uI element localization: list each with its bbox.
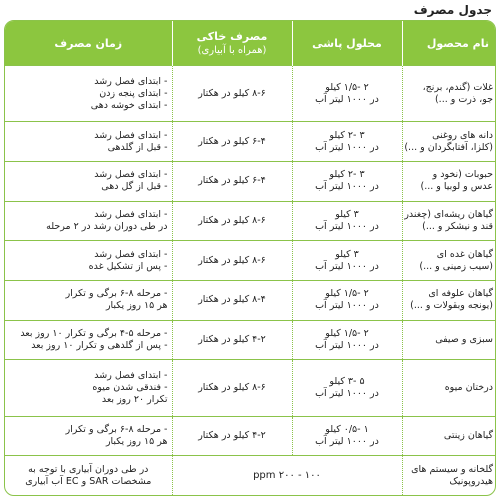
concentration-cell: ۱۰۰ - ۲۰۰ ppm bbox=[172, 456, 402, 495]
time-cell bbox=[5, 161, 172, 201]
time-cell bbox=[5, 456, 172, 495]
solution-cell bbox=[292, 320, 402, 360]
soil-cell-line: ۸-۶ کیلو در هکتار bbox=[198, 254, 266, 266]
product-cell bbox=[402, 201, 496, 241]
soil-cell-line: ۴-۲ کیلو در هکتار bbox=[198, 334, 266, 346]
time-cell-line: - مرحله ۵-۴ برگی و تکرار ۱۰ روز بعد bbox=[20, 328, 168, 340]
product-cell-line: گیاهان زینتی bbox=[443, 429, 493, 441]
time-cell-line: - ابتدای فصل رشد bbox=[94, 208, 168, 220]
solution-cell bbox=[292, 122, 402, 162]
product-cell-line: حبوبات (نخود و bbox=[432, 169, 493, 181]
soil-cell-line: ۶-۴ کیلو در هکتار bbox=[198, 175, 266, 187]
table-row bbox=[5, 360, 496, 416]
header-soil-sub: (همراه با آبیاری) bbox=[197, 45, 267, 56]
time-cell-line: تکرار ۲۰ روز بعد bbox=[101, 394, 168, 406]
time-cell bbox=[5, 201, 172, 241]
solution-cell-line: در ۱۰۰۰ لیتر آب bbox=[315, 93, 379, 105]
solution-cell-line: ۱ -۰/۵ کیلو bbox=[325, 423, 369, 435]
product-cell bbox=[402, 161, 496, 201]
time-cell-line: - فندقی شدن میوه bbox=[92, 382, 168, 394]
header-time: زمان مصرف bbox=[5, 21, 172, 66]
header-solution: محلول پاشی bbox=[292, 21, 402, 66]
soil-cell-line: ۶-۴ کیلو در هکتار bbox=[198, 135, 266, 147]
solution-cell bbox=[292, 241, 402, 281]
table-row bbox=[5, 66, 496, 122]
soil-cell bbox=[172, 201, 292, 241]
product-cell-line: گیاهان ریشه‌ای (چغندر bbox=[404, 208, 493, 220]
solution-cell-line: ۳ کیلو bbox=[335, 208, 359, 220]
time-cell-line: - ابتدای فصل رشد bbox=[94, 248, 168, 260]
soil-cell-line: ۴-۲ کیلو در هکتار bbox=[198, 429, 266, 441]
product-cell-line: (کلزا، آفتابگردان و ...) bbox=[404, 141, 493, 153]
time-cell-line: در طی دوران آبیاری با توجه به bbox=[28, 463, 149, 475]
solution-cell-line: ۲ -۱/۵ کیلو bbox=[325, 288, 369, 300]
time-cell-line: - قبل از گل دهی bbox=[101, 181, 168, 193]
time-cell-line: در طی دوران رشد در ۲ مرحله bbox=[46, 220, 168, 232]
soil-cell-line: ۸-۴ کیلو در هکتار bbox=[198, 294, 266, 306]
product-cell bbox=[402, 320, 496, 360]
solution-cell bbox=[292, 416, 402, 456]
product-cell bbox=[402, 281, 496, 321]
time-cell-line: مشخصات SAR و EC آب آبیاری bbox=[25, 475, 152, 487]
solution-cell-line: در ۱۰۰۰ لیتر آب bbox=[315, 300, 379, 312]
product-cell bbox=[402, 122, 496, 162]
time-cell bbox=[5, 281, 172, 321]
time-cell bbox=[5, 320, 172, 360]
time-cell-line: - ابتدای فصل رشد bbox=[94, 169, 168, 181]
table-row bbox=[5, 456, 496, 495]
solution-cell-line: ۳ کیلو bbox=[335, 248, 359, 260]
time-cell-line: - مرحله ۸-۶ برگی و تکرار bbox=[65, 423, 168, 435]
time-cell-line: - پس از تشکیل غده bbox=[88, 260, 168, 272]
solution-cell-line: در ۱۰۰۰ لیتر آب bbox=[315, 181, 379, 193]
time-cell-line: - ابتدای فصل رشد bbox=[94, 75, 168, 87]
header-soil: مصرف خاکی (همراه با آبیاری) bbox=[172, 21, 292, 66]
solution-cell-line: در ۱۰۰۰ لیتر آب bbox=[315, 340, 379, 352]
product-cell-line: دانه های روغنی bbox=[432, 129, 493, 141]
time-cell-line: - ابتدای فصل رشد bbox=[94, 370, 168, 382]
solution-cell-line: در ۱۰۰۰ لیتر آب bbox=[315, 388, 379, 400]
solution-cell-line: در ۱۰۰۰ لیتر آب bbox=[315, 260, 379, 272]
time-cell bbox=[5, 66, 172, 122]
product-cell-line: گیاهان علوفه ای bbox=[428, 288, 493, 300]
time-cell-line: - مرحله ۸-۶ برگی و تکرار bbox=[65, 288, 168, 300]
soil-cell bbox=[172, 416, 292, 456]
product-cell bbox=[402, 360, 496, 416]
table-row bbox=[5, 281, 496, 321]
product-cell-line: گلخانه و سیستم های bbox=[411, 463, 493, 475]
table-row bbox=[5, 320, 496, 360]
table-row bbox=[5, 241, 496, 281]
solution-cell-line: در ۱۰۰۰ لیتر آب bbox=[315, 141, 379, 153]
time-cell bbox=[5, 122, 172, 162]
solution-cell-line: در ۱۰۰۰ لیتر آب bbox=[315, 435, 379, 447]
time-cell-line: - ابتدای پنجه زدن bbox=[99, 87, 168, 99]
solution-cell bbox=[292, 66, 402, 122]
product-cell bbox=[402, 66, 496, 122]
soil-cell bbox=[172, 320, 292, 360]
soil-cell bbox=[172, 360, 292, 416]
product-cell-line: گیاهان غده ای bbox=[436, 248, 493, 260]
product-cell-line: قند و نیشکر و ...) bbox=[422, 220, 493, 232]
time-cell bbox=[5, 360, 172, 416]
soil-cell bbox=[172, 281, 292, 321]
soil-cell-line: ۸-۶ کیلو در هکتار bbox=[198, 382, 266, 394]
solution-cell bbox=[292, 161, 402, 201]
time-cell-line: هر ۱۵ روز یکبار bbox=[105, 300, 168, 312]
solution-cell bbox=[292, 201, 402, 241]
table-row bbox=[5, 201, 496, 241]
page-title: جدول مصرف bbox=[413, 3, 492, 17]
product-cell bbox=[402, 416, 496, 456]
soil-cell bbox=[172, 66, 292, 122]
time-cell bbox=[5, 416, 172, 456]
soil-cell-line: ۸-۶ کیلو در هکتار bbox=[198, 214, 266, 226]
soil-cell bbox=[172, 161, 292, 201]
soil-cell bbox=[172, 241, 292, 281]
solution-cell-line: در ۱۰۰۰ لیتر آب bbox=[315, 220, 379, 232]
product-cell-line: عدس و لوبیا و ...) bbox=[420, 181, 493, 193]
solution-cell-line: ۳ -۲ کیلو bbox=[329, 129, 365, 141]
solution-cell-line: ۲ -۱/۵ کیلو bbox=[325, 328, 369, 340]
header-product: نام محصول bbox=[402, 21, 496, 66]
table-row bbox=[5, 416, 496, 456]
product-cell-line: (سیب زمینی و ...) bbox=[419, 260, 493, 272]
product-cell-line: هیدروپونیک bbox=[449, 475, 493, 487]
usage-table bbox=[4, 20, 496, 496]
table-row bbox=[5, 161, 496, 201]
solution-cell-line: ۳ -۲ کیلو bbox=[329, 169, 365, 181]
solution-cell-line: ۵ -۳ کیلو bbox=[329, 376, 365, 388]
product-cell bbox=[402, 241, 496, 281]
product-cell-line: جو، ذرت و ...) bbox=[434, 93, 493, 105]
time-cell-line: - ابتدای فصل رشد bbox=[94, 129, 168, 141]
product-cell-line: درختان میوه bbox=[444, 382, 493, 394]
time-cell-line: - پس از گلدهی و تکرار ۱۰ روز بعد bbox=[31, 340, 168, 352]
soil-cell bbox=[172, 122, 292, 162]
time-cell bbox=[5, 241, 172, 281]
table-header-row bbox=[5, 21, 496, 66]
solution-cell-line: ۲ -۱/۵ کیلو bbox=[325, 81, 369, 93]
solution-cell bbox=[292, 281, 402, 321]
time-cell-line: - ابتدای خوشه دهی bbox=[90, 99, 168, 111]
product-cell-line: غلات (گندم، برنج، bbox=[422, 81, 493, 93]
soil-cell-line: ۸-۶ کیلو در هکتار bbox=[198, 87, 266, 99]
product-cell bbox=[402, 456, 496, 495]
product-cell-line: سبزی و صیفی bbox=[435, 334, 493, 346]
solution-cell bbox=[292, 360, 402, 416]
time-cell-line: هر ۱۵ روز یکبار bbox=[105, 435, 168, 447]
time-cell-line: - قبل از گلدهی bbox=[107, 141, 168, 153]
table-row bbox=[5, 122, 496, 162]
product-cell-line: (یونجه وبقولات و ...) bbox=[410, 300, 493, 312]
